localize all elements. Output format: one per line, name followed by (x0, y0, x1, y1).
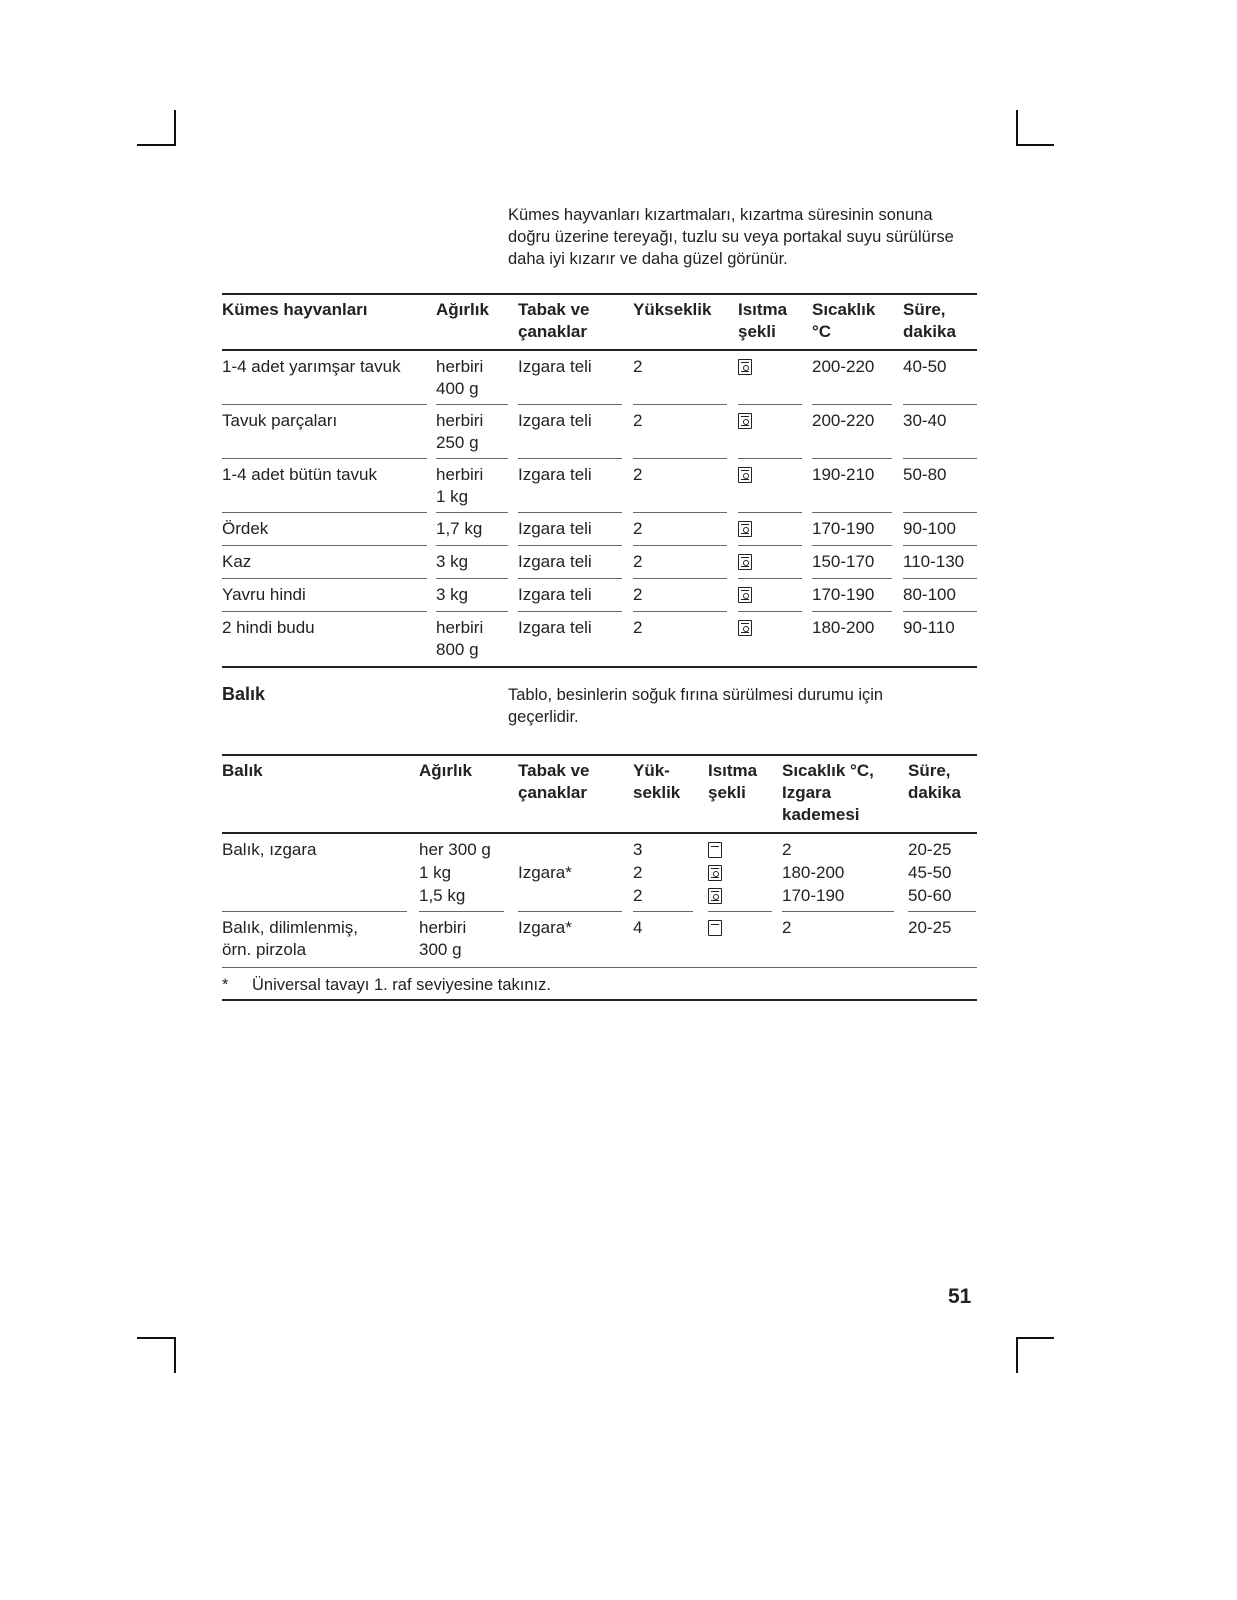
row-weight: herbiri 800 g (436, 618, 484, 659)
row-time: 110-130 (903, 552, 965, 571)
row-weight: her 300 g (419, 840, 491, 859)
row-temp: 170-190 (812, 585, 875, 604)
hot-air-grill-icon (738, 467, 752, 483)
row-level: 4 (633, 918, 643, 937)
col-header-time: Süre, dakika (908, 761, 961, 802)
table-row (222, 513, 977, 546)
row-time: 45-50 (908, 863, 952, 882)
row-temp: 170-190 (782, 886, 845, 905)
fish-table (222, 754, 977, 1001)
table-row (222, 459, 977, 513)
row-dish: Izgara* (518, 863, 572, 882)
footnote-text: Üniversal tavayı 1. raf seviyesine takınız. (252, 976, 551, 994)
row-level: 2 (633, 552, 643, 571)
row-temp: 200-220 (812, 357, 875, 376)
row-dish: Izgara teli (518, 552, 592, 571)
hot-air-grill-icon (738, 620, 752, 636)
grill-icon (708, 920, 722, 936)
row-item: Ördek (222, 519, 269, 538)
row-level: 2 (633, 585, 643, 604)
col-header-temp: Sıcaklık °C (812, 300, 876, 341)
table-row (222, 612, 977, 666)
row-item: Balık, dilimlenmiş, örn. pirzola (222, 918, 359, 959)
row-weight: 1,5 kg (419, 886, 466, 905)
hot-air-grill-icon (738, 359, 752, 375)
row-dish: Izgara teli (518, 357, 592, 376)
row-weight: herbiri 400 g (436, 357, 484, 398)
row-dish: Izgara* (518, 918, 572, 937)
row-weight: 1 kg (419, 863, 452, 882)
row-temp: 2 (782, 918, 792, 937)
table-bottom-rule (222, 666, 977, 668)
row-item: 1-4 adet yarımşar tavuk (222, 357, 401, 376)
row-weight: 1,7 kg (436, 519, 483, 538)
row-temp: 180-200 (782, 863, 845, 882)
crop-mark (174, 110, 176, 146)
crop-mark (1016, 1337, 1054, 1339)
crop-mark (1016, 144, 1054, 146)
row-weight: herbiri 300 g (419, 918, 467, 959)
table-bottom-rule (222, 999, 977, 1001)
table-row (222, 351, 977, 405)
row-heating (738, 467, 802, 489)
crop-mark (137, 1337, 175, 1339)
row-temp: 150-170 (812, 552, 875, 571)
row-heating (708, 842, 772, 864)
footnote-mark: * (222, 976, 229, 994)
row-time: 90-110 (903, 618, 955, 637)
intro-paragraph: Kümes hayvanları kızartmaları, kızartma süresinin sonuna doğru üzerine tereyağı, tuzlu su veya portakal suyu sürülürse daha iyi kızarır ve daha güzel görünür. (508, 206, 954, 268)
row-item: 2 hindi budu (222, 618, 315, 637)
fish-note: Tablo, besinlerin soğuk fırına sürülmesi durumu için geçerlidir. (508, 686, 884, 726)
row-level: 2 (633, 618, 643, 637)
footnote-row (222, 968, 977, 999)
row-temp: 190-210 (812, 465, 875, 484)
table-row (222, 546, 977, 579)
col-header-heating: Isıtma şekli (708, 761, 758, 802)
row-weight: herbiri 1 kg (436, 465, 484, 506)
table-row (222, 912, 977, 968)
row-dish: Izgara teli (518, 519, 592, 538)
row-time: 30-40 (903, 411, 947, 430)
row-dish: Izgara teli (518, 465, 592, 484)
col-header-weight: Ağırlık (419, 761, 472, 780)
crop-mark (1016, 1337, 1018, 1373)
col-header-item: Kümes hayvanları (222, 300, 368, 319)
row-item: Kaz (222, 552, 252, 571)
row-level: 2 (633, 519, 643, 538)
row-level: 2 (633, 465, 643, 484)
row-heating (738, 413, 802, 435)
col-header-level: Yükseklik (633, 300, 712, 319)
row-heating (708, 888, 772, 910)
row-heating (738, 359, 802, 381)
col-header-temp: Sıcaklık °C, Izgara kademesi (782, 761, 874, 824)
row-time: 50-80 (903, 465, 947, 484)
hot-air-grill-icon (738, 413, 752, 429)
col-header-dish: Tabak ve çanaklar (518, 761, 590, 802)
table-header (222, 293, 977, 351)
row-time: 20-25 (908, 918, 952, 937)
row-dish: Izgara teli (518, 585, 592, 604)
hot-air-grill-icon (708, 888, 722, 904)
row-heating (738, 587, 802, 609)
row-level: 3 (633, 840, 643, 859)
section-heading-fish: Balık (222, 684, 266, 704)
row-heating (708, 865, 772, 887)
row-weight: herbiri 250 g (436, 411, 484, 452)
row-temp: 180-200 (812, 618, 875, 637)
row-heating (708, 920, 772, 942)
row-item: Tavuk parçaları (222, 411, 338, 430)
row-weight: 3 kg (436, 552, 469, 571)
row-level: 2 (633, 411, 643, 430)
row-temp: 200-220 (812, 411, 875, 430)
col-header-dish: Tabak ve çanaklar (518, 300, 590, 341)
row-item: Yavru hindi (222, 585, 306, 604)
row-item: 1-4 adet bütün tavuk (222, 465, 378, 484)
row-temp: 170-190 (812, 519, 875, 538)
row-item: Balık, ızgara (222, 840, 317, 859)
table-row (222, 579, 977, 612)
crop-mark (174, 1337, 176, 1373)
col-header-level: Yük-seklik (633, 761, 681, 802)
crop-mark (137, 144, 175, 146)
col-header-weight: Ağırlık (436, 300, 489, 319)
row-heating (738, 521, 802, 543)
hot-air-grill-icon (708, 865, 722, 881)
row-level: 2 (633, 886, 643, 905)
row-time: 20-25 (908, 840, 952, 859)
crop-mark (1016, 110, 1018, 146)
row-time: 40-50 (903, 357, 947, 376)
row-temp: 2 (782, 840, 792, 859)
row-level: 2 (633, 357, 643, 376)
row-heating (738, 554, 802, 576)
hot-air-grill-icon (738, 521, 752, 537)
row-dish: Izgara teli (518, 618, 592, 637)
table-row (222, 834, 977, 912)
hot-air-grill-icon (738, 587, 752, 603)
row-time: 80-100 (903, 585, 956, 604)
col-header-item: Balık (222, 761, 263, 780)
row-time: 90-100 (903, 519, 956, 538)
table-header (222, 754, 977, 834)
grill-icon (708, 842, 722, 858)
col-header-time: Süre, dakika (903, 300, 956, 341)
row-time: 50-60 (908, 886, 952, 905)
row-heating (738, 620, 802, 642)
row-weight: 3 kg (436, 585, 469, 604)
table-row (222, 405, 977, 459)
row-dish: Izgara teli (518, 411, 592, 430)
row-level: 2 (633, 863, 643, 882)
page-number: 51 (948, 1285, 972, 1308)
poultry-table (222, 293, 977, 668)
hot-air-grill-icon (738, 554, 752, 570)
col-header-heating: Isıtma şekli (738, 300, 788, 341)
